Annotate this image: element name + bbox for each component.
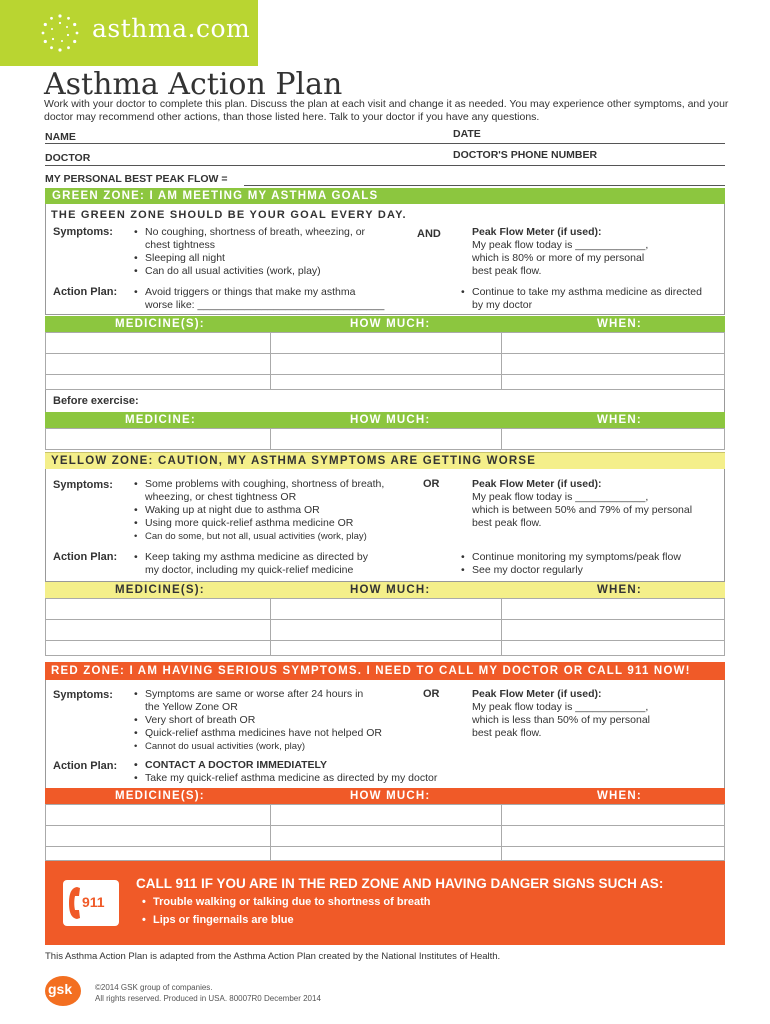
table-cell[interactable] [501, 374, 725, 390]
when-col-header: WHEN: [597, 584, 642, 596]
emergency-icon-number: 911 [82, 894, 105, 910]
doctor-phone-label: DOCTOR'S PHONE NUMBER [453, 149, 598, 161]
exercise-medicine-header [45, 412, 725, 428]
table-cell[interactable] [501, 825, 725, 847]
table-cell[interactable] [501, 619, 725, 641]
brand-name: asthma.com [92, 14, 251, 43]
yellow-action-right [461, 551, 723, 577]
list-item-continued: by my doctor [472, 299, 533, 311]
medicine-col-header: MEDICINE(S): [115, 584, 205, 596]
red-symptoms-label: Symptoms: [53, 689, 113, 701]
list-item-continued: my doctor, including my quick-relief medicine [145, 564, 354, 576]
when-col-header: WHEN: [597, 318, 642, 330]
list-item: • Sleeping all night [134, 252, 404, 265]
table-cell[interactable] [45, 640, 271, 656]
list-item: • Quick-relief asthma medicines have not helped OR [134, 727, 419, 740]
green-medicine-grid [45, 332, 725, 390]
table-cell[interactable] [270, 332, 502, 354]
doctor-line[interactable] [45, 165, 725, 166]
peak-flow-label: MY PERSONAL BEST PEAK FLOW = [45, 173, 228, 185]
phone-911-icon [63, 880, 119, 926]
list-item: • See my doctor regularly [461, 564, 723, 577]
yellow-connector: OR [423, 478, 440, 490]
adapted-note: This Asthma Action Plan is adapted from the Asthma Action Plan created by the National Institutes of Health. [45, 951, 501, 962]
table-cell[interactable] [270, 428, 502, 450]
green-symptoms-list [134, 226, 404, 278]
table-cell[interactable] [45, 619, 271, 641]
list-item: • Keep taking my asthma medicine as directed by [134, 551, 424, 564]
yellow-action-left [134, 551, 424, 577]
dot-ring-logo-icon [40, 13, 80, 53]
page-title: Asthma Action Plan [44, 67, 343, 102]
table-cell[interactable] [45, 825, 271, 847]
red-medicine-header [45, 788, 725, 804]
table-cell[interactable] [501, 598, 725, 620]
table-cell[interactable] [501, 332, 725, 354]
yellow-medicine-grid [45, 598, 725, 656]
yellow-symptoms-label: Symptoms: [53, 479, 113, 491]
yellow-medicine-header [45, 582, 725, 598]
list-item: • Some problems with coughing, shortness of breath, [134, 478, 419, 491]
table-cell[interactable] [501, 428, 725, 450]
yellow-peak-block: Peak Flow Meter (if used): My peak flow today is ____________, which is between 50% and 79% of my personal best peak flow. [472, 478, 722, 530]
list-item: • Trouble walking or talking due to shortness of breath [142, 896, 702, 908]
how-much-col-header: HOW MUCH: [350, 584, 431, 596]
when-col-header: WHEN: [597, 414, 642, 426]
table-cell[interactable] [270, 619, 502, 641]
table-cell[interactable] [501, 353, 725, 375]
date-label: DATE [453, 128, 481, 140]
yellow-peak-today-field[interactable]: My peak flow today is ____________, [472, 491, 649, 503]
table-cell[interactable] [45, 804, 271, 826]
list-item-continued[interactable]: worse like: ________________________________ [145, 299, 385, 311]
exercise-medicine-grid [45, 428, 725, 450]
table-cell[interactable] [501, 640, 725, 656]
table-cell[interactable] [270, 374, 502, 390]
name-date-line[interactable] [45, 143, 725, 144]
red-connector: OR [423, 688, 440, 700]
green-action-right [461, 286, 723, 312]
when-col-header: WHEN: [597, 790, 642, 802]
list-item: • Cannot do usual activities (work, play) [134, 740, 419, 753]
how-much-col-header: HOW MUCH: [350, 414, 431, 426]
red-peak-block: Peak Flow Meter (if used): My peak flow today is ____________, which is less than 50% of my personal best peak flow. [472, 688, 722, 740]
red-peak-today-field[interactable]: My peak flow today is ____________, [472, 701, 649, 713]
list-item: • Take my quick-relief asthma medicine as directed by my doctor [134, 772, 534, 785]
green-symptoms-label: Symptoms: [53, 226, 113, 238]
list-item-continued: chest tightness [145, 239, 216, 251]
list-item: • Continue to take my asthma medicine as directed [461, 286, 723, 299]
medicine-col-header: MEDICINE: [125, 414, 196, 426]
red-symptoms-list [134, 688, 419, 753]
emergency-signs-list [142, 896, 702, 926]
table-cell[interactable] [45, 428, 271, 450]
green-goal-text: THE GREEN ZONE SHOULD BE YOUR GOAL EVERY DAY. [51, 209, 407, 221]
green-action-left [134, 286, 424, 312]
table-cell[interactable] [270, 353, 502, 375]
gsk-logo: gsk [45, 976, 81, 1006]
list-item: • Very short of breath OR [134, 714, 419, 727]
green-medicine-header [45, 316, 725, 332]
doctor-label: DOCTOR [45, 152, 91, 164]
medicine-col-header: MEDICINE(S): [115, 790, 205, 802]
list-item: • Avoid triggers or things that make my asthma [134, 286, 424, 299]
how-much-col-header: HOW MUCH: [350, 790, 431, 802]
list-item: • Using more quick-relief asthma medicine OR [134, 517, 419, 530]
list-item-continued: the Yellow Zone OR [145, 701, 238, 713]
red-action-list [134, 759, 534, 785]
table-cell[interactable] [270, 804, 502, 826]
yellow-zone-bar: YELLOW ZONE: CAUTION, MY ASTHMA SYMPTOMS ARE GETTING WORSE [45, 452, 725, 469]
table-cell[interactable] [45, 332, 271, 354]
before-exercise-frame [45, 390, 725, 413]
list-item-continued: wheezing, or chest tightness OR [145, 491, 297, 503]
table-cell[interactable] [45, 598, 271, 620]
list-item: • Symptoms are same or worse after 24 hours in [134, 688, 419, 701]
yellow-symptoms-list [134, 478, 419, 543]
list-item: • Can do all usual activities (work, play) [134, 265, 404, 278]
table-cell[interactable] [270, 598, 502, 620]
list-item: • Can do some, but not all, usual activities (work, play) [134, 530, 419, 543]
intro-text: Work with your doctor to complete this plan. Discuss the plan at each visit and change it as needed. You may experience other symptoms, and your doctor may recommend other actions, than those listed here. Talk to your doctor if you have any questions. [44, 98, 729, 123]
list-item: • Waking up at night due to asthma OR [134, 504, 419, 517]
table-cell[interactable] [45, 353, 271, 375]
red-zone-bar: RED ZONE: I AM HAVING SERIOUS SYMPTOMS. I NEED TO CALL MY DOCTOR OR CALL 911 NOW! [45, 662, 725, 680]
red-action-label: Action Plan: [53, 760, 118, 772]
table-cell[interactable] [270, 640, 502, 656]
green-zone-bar: GREEN ZONE: I AM MEETING MY ASTHMA GOALS [45, 188, 725, 204]
table-cell[interactable] [270, 846, 502, 861]
table-cell[interactable] [45, 374, 271, 390]
name-label: NAME [45, 131, 76, 143]
table-cell[interactable] [501, 846, 725, 861]
green-peak-block: Peak Flow Meter (if used): My peak flow today is ____________, which is 80% or more of my personal best peak flow. [472, 226, 722, 278]
how-much-col-header: HOW MUCH: [350, 318, 431, 330]
peak-flow-line[interactable] [244, 185, 725, 186]
table-cell[interactable] [270, 825, 502, 847]
before-exercise-label: Before exercise: [53, 395, 139, 407]
emergency-title: CALL 911 IF YOU ARE IN THE RED ZONE AND HAVING DANGER SIGNS SUCH AS: [136, 876, 664, 891]
medicine-col-header: MEDICINE(S): [115, 318, 205, 330]
red-medicine-grid [45, 804, 725, 860]
yellow-action-label: Action Plan: [53, 551, 118, 563]
list-item: • No coughing, shortness of breath, wheezing, or [134, 226, 404, 239]
green-connector: AND [417, 228, 441, 240]
list-item: • Lips or fingernails are blue [142, 914, 702, 926]
list-item: • Continue monitoring my symptoms/peak flow [461, 551, 723, 564]
green-action-label: Action Plan: [53, 286, 118, 298]
list-item: • CONTACT A DOCTOR IMMEDIATELY [134, 759, 534, 772]
table-cell[interactable] [45, 846, 271, 861]
copyright-block: ©2014 GSK group of companies. All rights reserved. Produced in USA. 80007R0 December 2014 [95, 983, 321, 1003]
green-peak-today-field[interactable]: My peak flow today is ____________, [472, 239, 649, 251]
table-cell[interactable] [501, 804, 725, 826]
phone-handset-icon [67, 886, 81, 920]
